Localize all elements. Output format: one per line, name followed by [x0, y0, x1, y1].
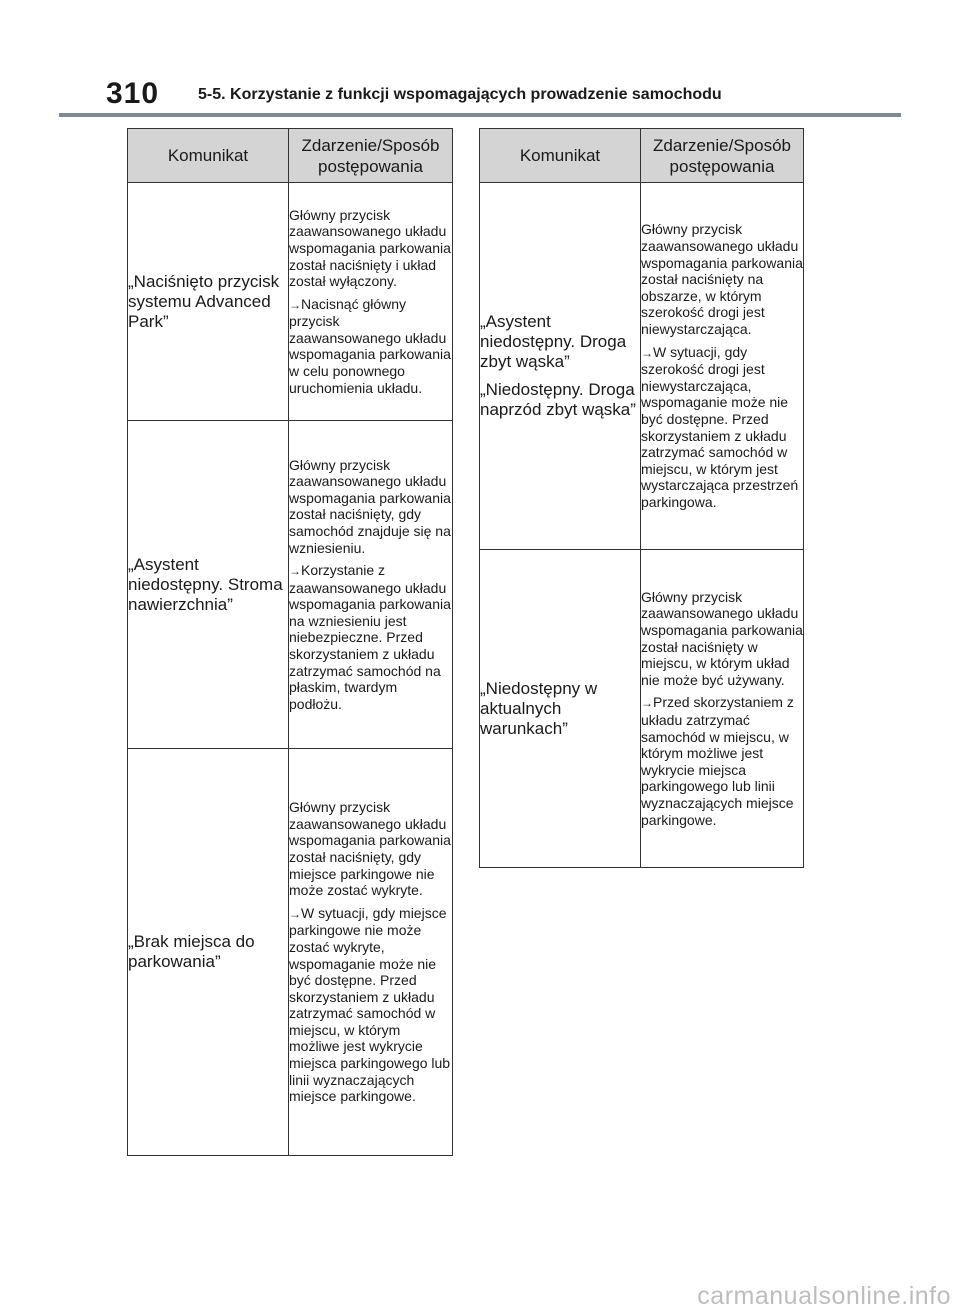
arrow-icon: →	[289, 297, 301, 312]
message-text: „Niedostępny. Droga naprzód zbyt wąska”	[480, 380, 636, 419]
message-cell	[480, 550, 641, 868]
table-row	[128, 183, 453, 421]
action-text: →Przed skorzystaniem z układu zatrzymać samochód w miejscu, w którym możliwe jest wykrycie miejsca parkingowego lub linii wyznaczających miejsce parkingowe.	[641, 694, 794, 828]
message-text: „Asystent niedostępny. Droga zbyt wąska”	[480, 312, 627, 371]
message-text: „Brak miejsca do parkowania”	[128, 932, 255, 971]
event-text: Główny przycisk zaawansowanego układu wspomagania parkowania został naciśnięty w miejscu, w którym układ nie może być używany.	[641, 588, 803, 688]
action-cell	[289, 183, 453, 421]
event-text: Główny przycisk zaawansowanego układu wspomagania parkowania został naciśnięty na obszarze, w którym szerokość drogi jest niewystarczająca.	[641, 221, 803, 338]
table-row	[480, 550, 804, 868]
column-header-action: Zdarzenie/Sposób postępowania	[641, 129, 804, 183]
event-text: Główny przycisk zaawansowanego układu wspomagania parkowania został naciśnięty, gdy miejsce parkingowe nie może zostać wykryte.	[289, 799, 451, 899]
action-text: →W sytuacji, gdy miejsce parkingowe nie może zostać wykryte, wspomaganie może nie być dostępne. Przed skorzystaniem z układu zatrzymać samochód w miejscu, w którym możliwe jest wykrycie miejsca parkingowego lub linii wyznaczających miejsce parkingowe.	[289, 904, 451, 1105]
message-cell	[128, 421, 289, 749]
action-cell	[641, 550, 804, 868]
action-text: →Korzystanie z zaawansowanego układu wspomagania parkowania na wzniesieniu jest niebezpieczne. Przed skorzystaniem z układu zatrzymać samochód na płaskim, twardym podłożu.	[289, 562, 451, 712]
message-cell	[128, 183, 289, 421]
arrow-icon: →	[641, 696, 653, 711]
table-row	[128, 421, 453, 749]
event-text: Główny przycisk zaawansowanego układu wspomagania parkowania został naciśnięty, gdy samochód znajduje się na wzniesieniu.	[289, 456, 451, 556]
action-text: →Nacisnąć główny przycisk zaawansowanego układu wspomagania parkowania w celu ponownego uruchomienia układu.	[289, 295, 451, 396]
watermark: carmanualsonline.info	[697, 1282, 951, 1310]
message-text: „Niedostępny w aktualnych warunkach”	[480, 678, 598, 738]
action-text: →W sytuacji, gdy szerokość drogi jest niewystarczająca, wspomaganie może nie być dostępne. Przed skorzystaniem z układu zatrzymać samochód w miejscu, w którym jest wystarczająca przestrzeń parkingowa.	[641, 343, 799, 510]
column-header-message: Komunikat	[480, 129, 641, 183]
message-text: „Asystent niedostępny. Stroma nawierzchnia”	[128, 554, 283, 614]
action-cell	[289, 421, 453, 749]
messages-table-right	[479, 128, 804, 868]
page-number: 310	[106, 77, 160, 110]
action-cell	[289, 749, 453, 1156]
message-text: „Naciśnięto przycisk systemu Advanced Park”	[128, 271, 280, 331]
message-cell	[128, 749, 289, 1156]
table-row	[128, 749, 453, 1156]
arrow-icon: →	[289, 564, 301, 579]
event-text: Główny przycisk zaawansowanego układu wspomagania parkowania został naciśnięty i układ został wyłączony.	[289, 206, 451, 290]
message-cell	[480, 183, 641, 550]
arrow-icon: →	[289, 906, 301, 921]
arrow-icon: →	[641, 345, 653, 360]
messages-table-left	[127, 128, 453, 1156]
table-row	[480, 183, 804, 550]
column-header-message: Komunikat	[128, 129, 289, 183]
action-cell	[641, 183, 804, 550]
section-title: 5-5. Korzystanie z funkcji wspomagających prowadzenie samochodu	[198, 86, 722, 103]
header-divider	[59, 113, 901, 117]
column-header-action: Zdarzenie/Sposób postępowania	[289, 129, 453, 183]
